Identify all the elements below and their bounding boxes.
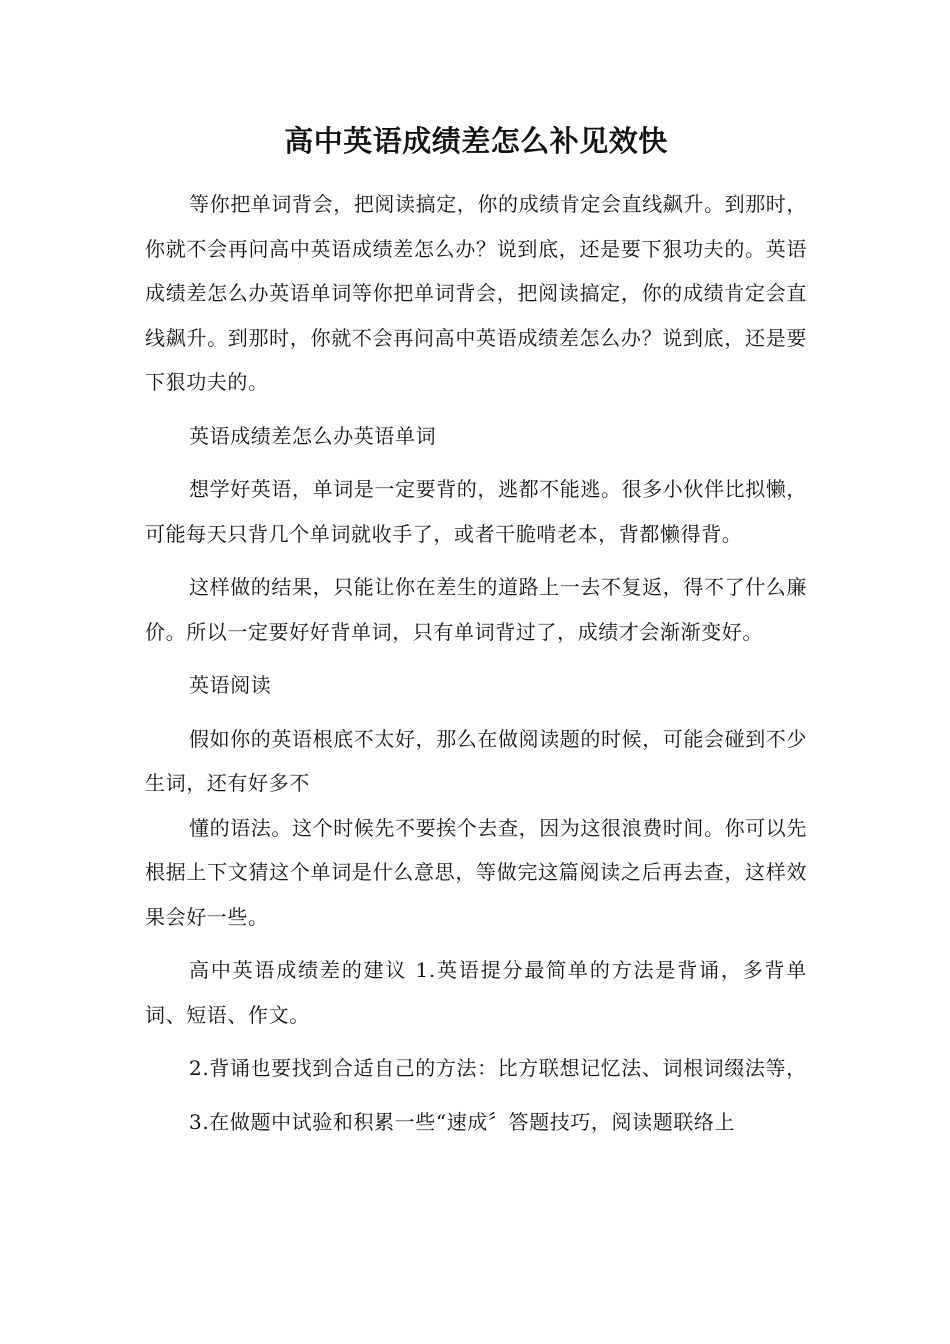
document-body <box>145 118 807 1153</box>
paragraph-suggestion-2: 2.背诵也要找到合适自己的方法：比方联想记忆法、词根词缀法等， <box>189 1056 807 1080</box>
paragraph-reading-2: 懂的语法。这个时候先不要挨个去查，因为这很浪费时间。你可以先根据上下文猜这个单词是什么意思，等做完这篇阅读之后再去查，这样效果会好一些。 <box>145 815 807 929</box>
paragraph-vocabulary-2: 这样做的结果，只能让你在差生的道路上一去不复返，得不了什么廉价。所以一定要好好背单词，只有单词背过了，成绩才会渐渐变好。 <box>145 575 807 644</box>
paragraph-vocabulary-1: 想学好英语，单词是一定要背的，逃都不能逃。很多小伙伴比拟懒，可能每天只背几个单词就收手了，或者干脆啃老本，背都懒得背。 <box>145 477 807 546</box>
paragraph-suggestion-3: 3.在做题中试验和积累一些“速成〞答题技巧，阅读题联络上 <box>189 1109 736 1134</box>
paragraph-suggestion-1: 高中英语成绩差的建议 1.英语提分最简单的方法是背诵，多背单词、短语、作文。 <box>145 958 807 1027</box>
section-heading-reading: 英语阅读 <box>189 673 272 697</box>
paragraph-reading-1: 假如你的英语根底不太好，那么在做阅读题的时候，可能会碰到不少生词，还有好多不 <box>145 726 807 795</box>
document-title: 高中英语成绩差怎么补见效快 <box>284 124 668 158</box>
section-heading-vocabulary: 英语成绩差怎么办英语单词 <box>189 423 437 448</box>
paragraph-intro: 等你把单词背会，把阅读搞定，你的成绩肯定会直线飙升。到那时，你就不会再问高中英语成绩差怎么办？说到底，还是要下狠功夫的。英语成绩差怎么办英语单词等你把单词背会，把阅读搞定，你的成绩肯定会直线飙升。到那时，你就不会再问高中英语成绩差怎么办？说到底，还是要下狠功夫的。 <box>145 192 807 394</box>
